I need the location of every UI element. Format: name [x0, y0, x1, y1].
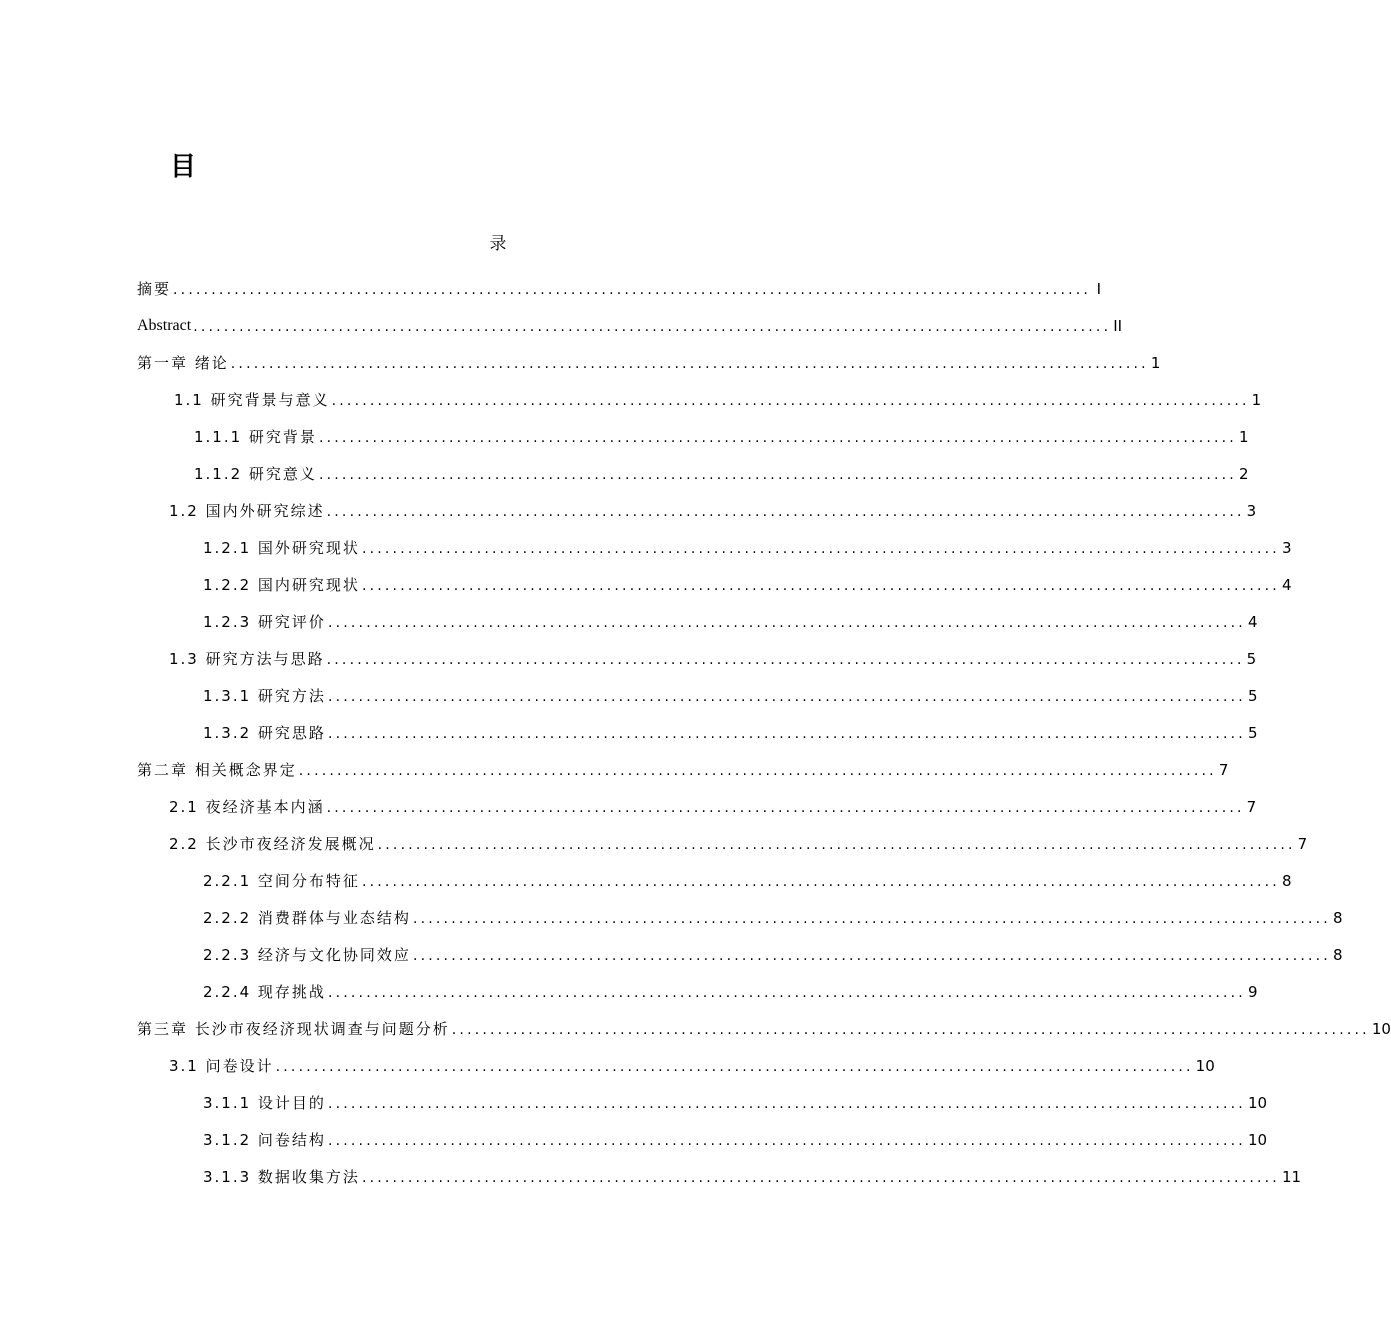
toc-leader-dots: ........................................................................................................................ [361, 1169, 1280, 1186]
toc-entry-page: 8 [1332, 908, 1343, 927]
toc-entry[interactable] [203, 899, 1343, 936]
toc-entry[interactable] [169, 788, 1257, 825]
toc-leader-dots: ........................................................................................................................ [193, 318, 1112, 335]
toc-entry[interactable] [169, 640, 1257, 677]
toc-leader-dots: ........................................................................................................................ [451, 1021, 1370, 1038]
toc-leader-dots: ........................................................................................................................ [377, 836, 1296, 853]
toc-entry-label: 1.1.2 研究意义 [194, 465, 317, 483]
toc-entry-label: 3.1.3 数据收集方法 [203, 1168, 360, 1186]
toc-leader-dots: ........................................................................................................................ [298, 762, 1217, 779]
toc-entry-label: 2.2.1 空间分布特征 [203, 872, 360, 890]
toc-entry[interactable] [203, 603, 1258, 640]
toc-entry-page: 7 [1297, 834, 1308, 853]
toc-entry-page: 3 [1246, 501, 1257, 520]
toc-entry[interactable] [137, 344, 1161, 381]
toc-entry-page: 4 [1247, 612, 1258, 631]
toc-entry[interactable] [203, 677, 1258, 714]
toc-leader-dots: ........................................................................................................................ [326, 651, 1245, 668]
toc-entry-label: 2.2 长沙市夜经济发展概况 [169, 835, 376, 853]
toc-leader-dots: ........................................................................................................................ [173, 281, 1092, 298]
toc-entry-label: Abstract [137, 316, 192, 334]
toc-entry[interactable] [137, 270, 1102, 307]
toc-entry-label: 第一章 绪论 [137, 354, 229, 372]
toc-entry[interactable] [174, 381, 1262, 418]
toc-entry-page: 4 [1281, 575, 1292, 594]
toc-leader-dots: ........................................................................................................................ [327, 1132, 1246, 1149]
toc-leader-dots: ........................................................................................................................ [327, 614, 1246, 631]
toc-leader-dots: ........................................................................................................................ [318, 429, 1237, 446]
toc-heading-part2: 录 [489, 234, 507, 254]
toc-entry-page: 8 [1281, 871, 1292, 890]
toc-entry-label: 第三章 长沙市夜经济现状调查与问题分析 [137, 1020, 450, 1038]
toc-entry-page: 10 [1247, 1130, 1268, 1149]
toc-leader-dots: ........................................................................................................................ [412, 910, 1331, 927]
toc-entry[interactable] [137, 1010, 1391, 1047]
toc-leader-dots: ........................................................................................................................ [361, 577, 1280, 594]
toc-entry[interactable] [137, 307, 1123, 344]
toc-entry-page: 1 [1238, 427, 1249, 446]
toc-leader-dots: ........................................................................................................................ [230, 355, 1149, 372]
toc-entry-label: 1.2.1 国外研究现状 [203, 539, 360, 557]
toc-entry-page: 8 [1332, 945, 1343, 964]
toc-entry-page: 1 [1150, 353, 1161, 372]
toc-entry[interactable] [203, 1121, 1268, 1158]
toc-entry-page: 5 [1247, 686, 1258, 705]
toc-entry-label: 摘要 [137, 280, 172, 298]
toc-entry[interactable] [203, 1158, 1302, 1195]
toc-entry-label: 1.2 国内外研究综述 [169, 502, 325, 520]
toc-entry[interactable] [203, 973, 1258, 1010]
toc-entry-label: 1.3 研究方法与思路 [169, 650, 325, 668]
toc-entry-label: 3.1.1 设计目的 [203, 1094, 326, 1112]
toc-leader-dots: ........................................................................................................................ [331, 392, 1250, 409]
toc-entry-label: 2.2.4 现存挑战 [203, 983, 326, 1001]
toc-entry-label: 1.3.2 研究思路 [203, 724, 326, 742]
toc-entry-page: 3 [1281, 538, 1292, 557]
toc-leader-dots: ........................................................................................................................ [327, 688, 1246, 705]
toc-leader-dots: ........................................................................................................................ [361, 873, 1280, 890]
toc-entry[interactable] [203, 1084, 1268, 1121]
toc-entry[interactable] [194, 455, 1249, 492]
toc-entry[interactable] [169, 825, 1308, 862]
toc-entry-label: 1.1 研究背景与意义 [174, 391, 330, 409]
toc-entry-label: 2.1 夜经济基本内涵 [169, 798, 325, 816]
toc-entry-page: 7 [1246, 797, 1257, 816]
toc-leader-dots: ........................................................................................................................ [361, 540, 1280, 557]
toc-entry[interactable] [169, 1047, 1215, 1084]
toc-entry-label: 2.2.3 经济与文化协同效应 [203, 946, 411, 964]
toc-entry[interactable] [203, 862, 1292, 899]
toc-leader-dots: ........................................................................................................................ [318, 466, 1237, 483]
toc-entry[interactable] [203, 714, 1258, 751]
toc-entry[interactable] [203, 936, 1343, 973]
toc-entry[interactable] [203, 566, 1292, 603]
toc-entry[interactable] [194, 418, 1249, 455]
toc-entry-label: 1.2.2 国内研究现状 [203, 576, 360, 594]
toc-entry-page: 9 [1247, 982, 1258, 1001]
toc-entry-label: 3.1.2 问卷结构 [203, 1131, 326, 1149]
toc-heading-part1: 目 [170, 152, 197, 182]
toc-entry-page: 11 [1281, 1167, 1302, 1186]
toc-entry[interactable] [203, 529, 1292, 566]
toc-entry-page: 5 [1247, 723, 1258, 742]
toc-leader-dots: ........................................................................................................................ [327, 1095, 1246, 1112]
toc-entry-page: 5 [1246, 649, 1257, 668]
toc-leader-dots: ........................................................................................................................ [326, 503, 1245, 520]
toc-leader-dots: ........................................................................................................................ [412, 947, 1331, 964]
toc-leader-dots: ........................................................................................................................ [326, 799, 1245, 816]
toc-entry-page: I [1096, 279, 1102, 298]
toc-entry-label: 2.2.2 消费群体与业态结构 [203, 909, 411, 927]
toc-leader-dots: ........................................................................................................................ [327, 984, 1246, 1001]
toc-entry-page: II [1113, 316, 1123, 335]
toc-entry-page: 1 [1251, 390, 1262, 409]
toc-entry[interactable] [137, 751, 1229, 788]
toc-entry-label: 1.1.1 研究背景 [194, 428, 317, 446]
toc-entry-label: 1.2.3 研究评价 [203, 613, 326, 631]
toc-entry-page: 2 [1238, 464, 1249, 483]
toc-entry-label: 第二章 相关概念界定 [137, 761, 297, 779]
toc-entry[interactable] [169, 492, 1257, 529]
toc-leader-dots: ........................................................................................................................ [275, 1058, 1194, 1075]
toc-entry-page: 10 [1195, 1056, 1215, 1075]
toc-entry-label: 1.3.1 研究方法 [203, 687, 326, 705]
toc-entry-page: 10 [1247, 1093, 1268, 1112]
toc-entry-page: 10 [1371, 1019, 1391, 1038]
toc-entry-page: 7 [1218, 760, 1229, 779]
toc-entry-label: 3.1 问卷设计 [169, 1057, 274, 1075]
toc-leader-dots: ........................................................................................................................ [327, 725, 1246, 742]
